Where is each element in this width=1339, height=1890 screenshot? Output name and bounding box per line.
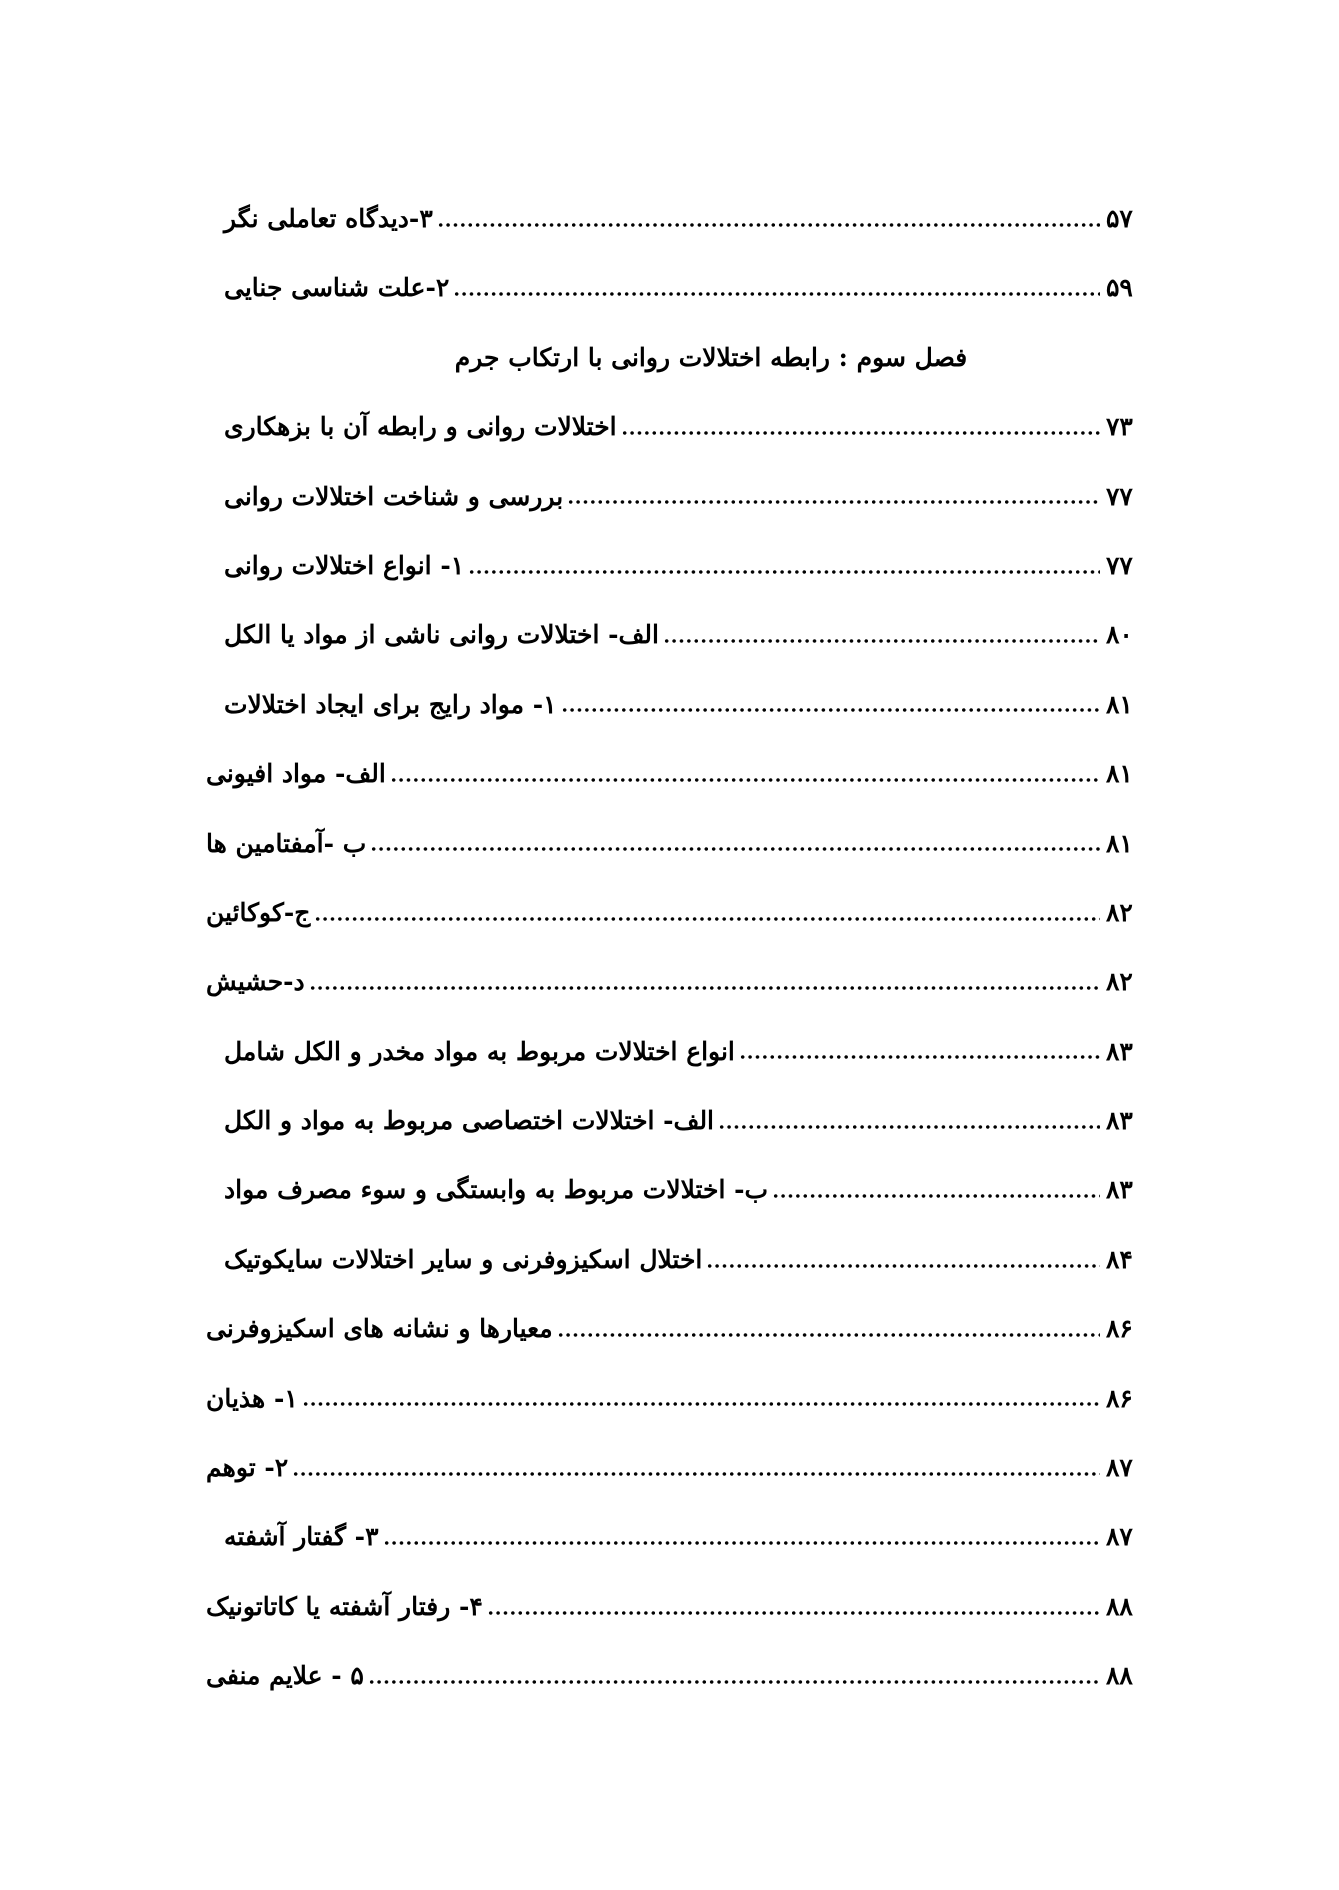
toc-entry-title: ب -آمفتامین ها xyxy=(206,828,367,858)
dot-leader xyxy=(663,639,1100,643)
toc-entry-title: ۳-دیدگاه تعاملی نگر xyxy=(224,204,433,233)
toc-entry-title: اختلال اسکیزوفرنی و سایر اختلالات سایکوتیک xyxy=(224,1244,703,1274)
toc-entry-page: ۷۷ xyxy=(1106,481,1133,511)
dot-leader xyxy=(487,1611,1100,1615)
toc-entry xyxy=(200,1155,1142,1224)
toc-entry-title: ۵ - علایم منفی xyxy=(206,1661,364,1691)
dot-leader xyxy=(557,1333,1100,1337)
toc-entry-page: ۸۳ xyxy=(1106,1106,1133,1136)
toc-entry-page: ۵۷ xyxy=(1106,204,1133,233)
toc-entry-page: ۸۸ xyxy=(1106,1591,1133,1621)
toc-entry xyxy=(200,1641,1142,1710)
toc-entry-title: بررسی و شناخت اختلالات روانی xyxy=(224,481,564,511)
toc-entry-title: ۲- توهم xyxy=(206,1453,289,1483)
dot-leader xyxy=(718,1125,1100,1129)
toc-entry xyxy=(200,809,1142,878)
toc-entry-page: ۸۶ xyxy=(1106,1383,1133,1413)
dot-leader xyxy=(567,500,1100,504)
toc-entry xyxy=(200,253,1142,322)
dot-leader xyxy=(706,1264,1100,1268)
toc-entry-title: ۱- هذیان xyxy=(206,1383,298,1413)
toc-entry xyxy=(200,670,1142,739)
toc-entry-page: ۸۷ xyxy=(1106,1522,1133,1552)
toc-entry-title: اختلالات روانی و رابطه آن با بزهکاری xyxy=(224,412,617,442)
toc-entry-title: معیارها و نشانه های اسکیزوفرنی xyxy=(206,1314,553,1344)
toc-entry-title: ۱- انواع اختلالات روانی xyxy=(224,550,465,580)
toc-entry xyxy=(200,392,1142,461)
dot-leader xyxy=(772,1194,1100,1198)
chapter-heading-row xyxy=(200,323,1142,392)
toc-entry-page: ۸۴ xyxy=(1106,1244,1133,1274)
toc-entry xyxy=(200,1017,1142,1086)
toc-entry-page: ۸۱ xyxy=(1106,828,1133,858)
toc-entry-page: ۸۳ xyxy=(1106,1175,1133,1205)
toc-entry-title: ب- اختلالات مربوط به وابستگی و سوء مصرف مواد xyxy=(224,1175,769,1205)
dot-leader xyxy=(453,292,1100,296)
toc-entry-page: ۸۱ xyxy=(1106,759,1133,789)
toc-entry xyxy=(200,739,1142,808)
toc-entry-page: ۸۷ xyxy=(1106,1453,1133,1483)
toc-entry-page: ۸۳ xyxy=(1106,1036,1133,1066)
toc-entry-page: ۸۲ xyxy=(1106,897,1133,927)
toc-entry-title: د-حشیش xyxy=(206,967,305,997)
dot-leader xyxy=(437,223,1100,227)
toc-entry xyxy=(200,462,1142,531)
toc-entry-title: الف- اختلالات اختصاصی مربوط به مواد و الکل xyxy=(224,1106,715,1136)
toc-entry xyxy=(200,1364,1142,1433)
toc-entry-page: ۸۰ xyxy=(1106,620,1133,650)
dot-leader xyxy=(561,708,1100,712)
chapter-heading: فصل سوم : رابطه اختلالات روانی با ارتکاب جرم xyxy=(454,342,968,372)
toc-entry-title: ۴- رفتار آشفته یا کاتاتونیک xyxy=(206,1591,483,1621)
toc-entry xyxy=(200,1294,1142,1363)
toc-entry-title: ۱- مواد رایج برای ایجاد اختلالات xyxy=(224,689,557,719)
toc-entry-page: ۷۷ xyxy=(1106,550,1133,580)
toc-entry-page: ۵۹ xyxy=(1106,273,1133,303)
toc-entry-title: الف- مواد افیونی xyxy=(206,759,386,789)
toc-entry-page: ۸۲ xyxy=(1106,967,1133,997)
table-of-contents xyxy=(200,184,1142,1711)
toc-entry-page: ۸۸ xyxy=(1106,1661,1133,1691)
dot-leader xyxy=(390,778,1100,782)
toc-entry xyxy=(200,184,1142,253)
toc-entry xyxy=(200,531,1142,600)
dot-leader xyxy=(368,1680,1100,1684)
toc-entry xyxy=(200,947,1142,1016)
dot-leader xyxy=(370,847,1100,851)
toc-entry-title: ۲-علت شناسی جنایی xyxy=(224,273,450,303)
toc-entry xyxy=(200,1502,1142,1571)
dot-leader xyxy=(302,1402,1100,1406)
toc-entry-page: ۷۳ xyxy=(1106,412,1133,442)
dot-leader xyxy=(309,986,1100,990)
toc-entry-page: ۸۱ xyxy=(1106,689,1133,719)
toc-entry xyxy=(200,1086,1142,1155)
toc-entry-title: انواع اختلالات مربوط به مواد مخدر و الکل شامل xyxy=(224,1036,735,1066)
toc-entry-title: الف- اختلالات روانی ناشی از مواد یا الکل xyxy=(224,620,659,650)
dot-leader xyxy=(739,1055,1100,1059)
dot-leader xyxy=(314,917,1100,921)
dot-leader xyxy=(621,431,1100,435)
dot-leader xyxy=(383,1541,1101,1545)
toc-entry xyxy=(200,1433,1142,1502)
toc-entry-title: ج-کوکائین xyxy=(206,897,311,927)
dot-leader xyxy=(292,1472,1100,1476)
toc-entry xyxy=(200,1572,1142,1641)
toc-entry-page: ۸۶ xyxy=(1106,1314,1133,1344)
toc-entry xyxy=(200,600,1142,669)
dot-leader xyxy=(468,570,1100,574)
toc-entry xyxy=(200,878,1142,947)
toc-entry-title: ۳- گفتار آشفته xyxy=(224,1522,379,1552)
toc-entry xyxy=(200,1225,1142,1294)
